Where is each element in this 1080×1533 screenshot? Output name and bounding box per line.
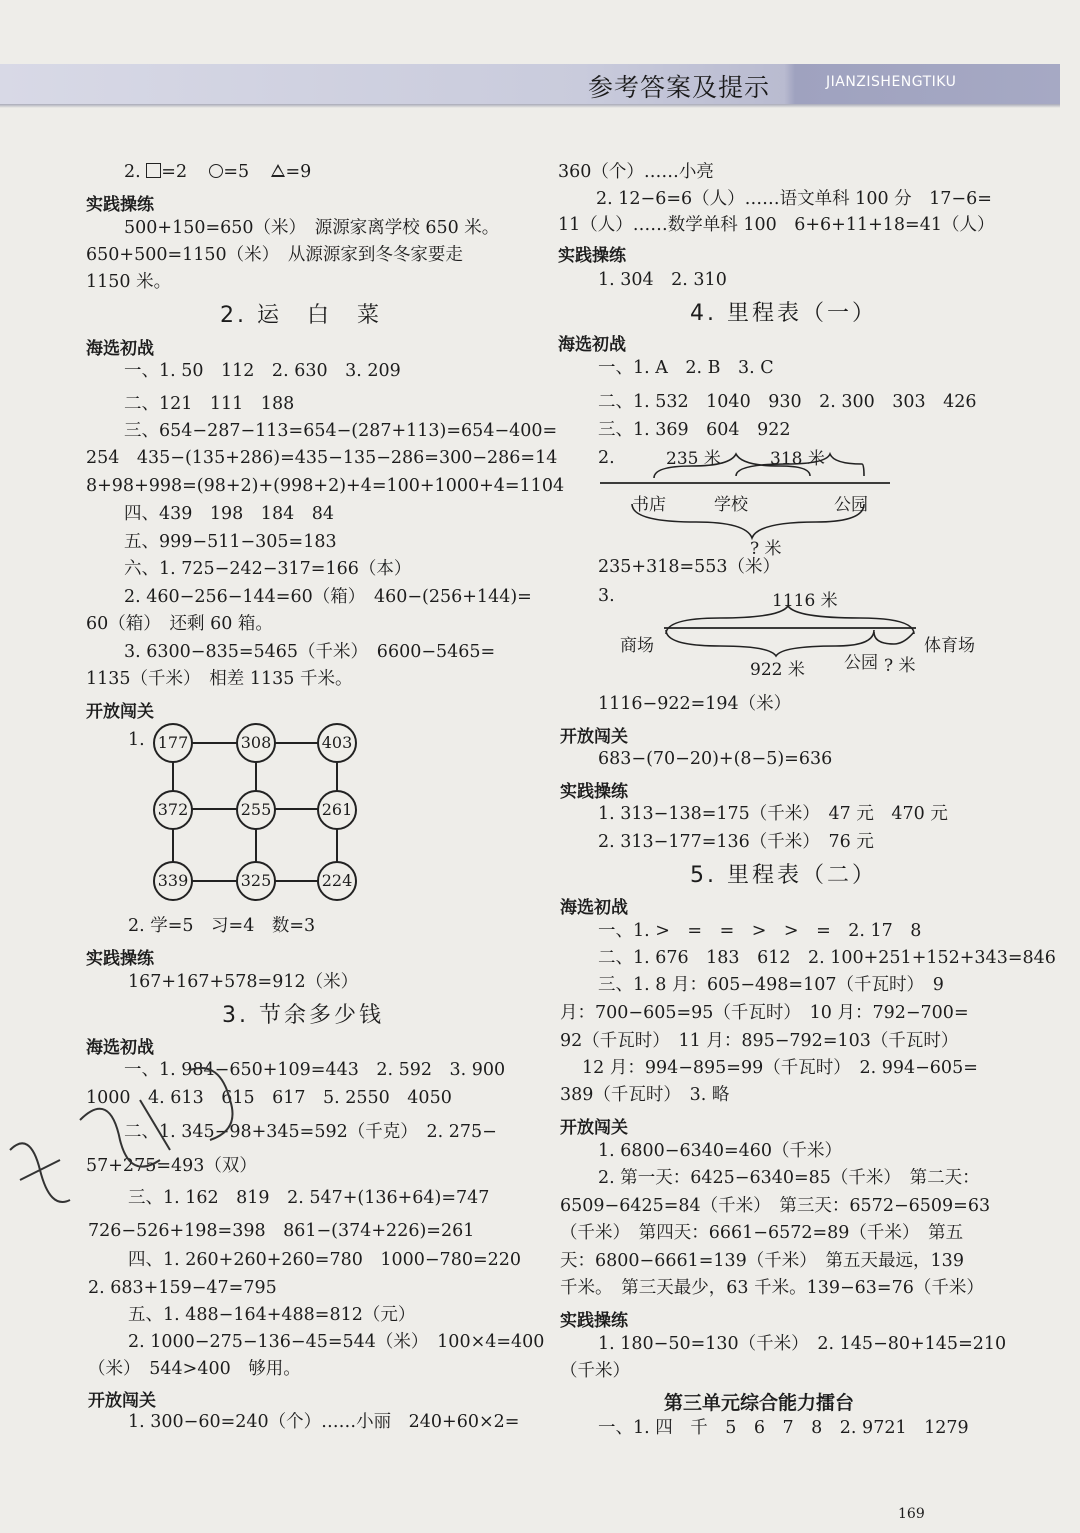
answer-line: 一、1. 50 112 2. 630 3. 209: [124, 361, 401, 381]
grid-node: 255: [236, 790, 276, 830]
circle-shape-icon: [209, 164, 223, 178]
answer-line: 57+275=493（双）: [86, 1156, 257, 1176]
label-distance: 235 米: [666, 449, 721, 469]
answer-line: 1. 304 2. 310: [598, 270, 727, 290]
grid-label: 1.: [128, 730, 145, 750]
answer-line: 167+167+578=912（米）: [128, 972, 359, 992]
answer-line: 二、121 111 188: [124, 394, 295, 414]
answer-line: 11（人）……数学单科 100 6+6+11+18=41（人）: [558, 215, 995, 235]
section-heading: 海选初战: [558, 335, 626, 355]
answer-line: 500+150=650（米） 源源家离学校 650 米。: [124, 218, 500, 238]
answer-line: 一、1. 984−650+109=443 2. 592 3. 900: [124, 1060, 506, 1080]
section-heading: 实践操练: [86, 195, 154, 215]
unit-review-title: 第三单元综合能力擂台: [664, 1392, 855, 1414]
answer-line: 2. 1000−275−136−45=544（米） 100×4=400: [128, 1332, 545, 1352]
answer-line: 1000 4. 613 615 617 5. 2550 4050: [86, 1088, 452, 1108]
answer-line: 月：700−605=95（千瓦时） 10 月：792−700=: [560, 1003, 969, 1023]
answer-line: 2. 学=5 习=4 数=3: [128, 916, 316, 936]
answer-line: 三、1. 162 819 2. 547+(136+64)=747: [128, 1188, 490, 1208]
label-distance: 922 米: [750, 660, 805, 680]
grid-node: 339: [153, 861, 193, 901]
label-unknown: ? 米: [884, 656, 916, 676]
answer-line: 五、1. 488−164+488=812（元）: [128, 1305, 416, 1325]
grid-node: 325: [236, 861, 276, 901]
answer-line: 2. 313−177=136（千米） 76 元: [598, 832, 874, 852]
answer-line: 12 月：994−895=99（千瓦时） 2. 994−605=: [582, 1058, 978, 1078]
answer-line: 2. 12−6=6（人）……语文单科 100 分 17−6=: [596, 189, 992, 209]
answer-line: 一、1. 四 千 5 6 7 8 2. 9721 1279: [598, 1418, 969, 1438]
square-shape-icon: [146, 163, 161, 178]
answer-line: 二、1. 345−98+345=592（千克） 2. 275−: [124, 1122, 497, 1142]
answer-line: 四、439 198 184 84: [124, 504, 334, 524]
answer-line: （千米） 第四天：6661−6572=89（千米） 第五: [560, 1223, 964, 1243]
answer-line: 1. 6800−6340=460（千米）: [598, 1141, 843, 1161]
section-heading: 开放闯关: [88, 1391, 156, 1411]
grid-node: 224: [317, 861, 357, 901]
answer-line: 683−(70−20)+(8−5)=636: [598, 749, 833, 769]
answer-line: 1150 米。: [86, 272, 172, 292]
answer-line: 三、654−287−113=654−(287+113)=654−400=: [124, 421, 558, 441]
answer-line: 1135（千米） 相差 1135 千米。: [86, 669, 353, 689]
lesson-title: 5. 里程表（二）: [690, 863, 877, 888]
header-shadow: [0, 104, 1060, 108]
answer-line: 六、1. 725−242−317=166（本）: [124, 559, 412, 579]
label-distance: 1116 米: [772, 591, 838, 611]
label-place: 公园: [844, 653, 878, 673]
answer-line: 2. 460−256−144=60（箱） 460−(256+144)=: [124, 587, 532, 607]
answer-line: 三、1. 8 月：605−498=107（千瓦时） 9: [598, 975, 944, 995]
lesson-title: 3. 节余多少钱: [222, 1003, 384, 1028]
label-place: 体育场: [924, 636, 975, 656]
section-heading: 实践操练: [560, 1311, 628, 1331]
answer-line: 60（箱） 还剩 60 箱。: [86, 614, 273, 634]
grid-node: 308: [236, 723, 276, 763]
section-heading: 实践操练: [558, 246, 626, 266]
answer-line: 1116−922=194（米）: [598, 694, 792, 714]
answer-line: 一、1. > = = > > = 2. 17 8: [598, 921, 922, 941]
brace-small: [874, 632, 914, 644]
section-heading: 海选初战: [86, 1038, 154, 1058]
answer-line: 千米。 第三天最少，63 千米。139−63=76（千米）: [560, 1278, 984, 1298]
grid-node: 403: [317, 723, 357, 763]
section-heading: 开放闯关: [560, 1118, 628, 1138]
section-heading: 开放闯关: [560, 727, 628, 747]
answer-line: 3.: [598, 586, 615, 606]
header-subtitle: JIANZISHENGTIKU: [826, 74, 957, 90]
answer-line: 五、999−511−305=183: [124, 532, 337, 552]
answer-line: （千米）: [560, 1361, 630, 1381]
answer-line: 三、1. 369 604 922: [598, 420, 791, 440]
lesson-title: 4. 里程表（一）: [690, 301, 877, 326]
grid-node: 177: [153, 723, 193, 763]
answer-line: 6509−6425=84（千米） 第三天：6572−6509=63: [560, 1196, 991, 1216]
answer-line: 1. 180−50=130（千米） 2. 145−80+145=210: [598, 1334, 1007, 1354]
triangle-shape-icon: [271, 164, 285, 177]
header-title: 参考答案及提示: [588, 73, 771, 102]
answer-line: 254 435−(135+286)=435−135−286=300−286=14: [86, 448, 558, 468]
label-place: 学校: [714, 495, 748, 515]
answer-line: 2. 683+159−47=795: [88, 1278, 277, 1298]
answer-line: 2. 第一天：6425−6340=85（千米） 第二天：: [598, 1168, 980, 1188]
answer-line: 二、1. 676 183 612 2. 100+251+152+343=846: [598, 948, 1056, 968]
answer-line: 1. 300−60=240（个）……小丽 240+60×2=: [128, 1412, 520, 1432]
section-heading: 实践操练: [560, 782, 628, 802]
answer-line: 389（千瓦时） 3. 略: [560, 1085, 730, 1105]
brace-bottom: [666, 630, 874, 656]
label-distance: 318 米: [770, 449, 825, 469]
section-heading: 海选初战: [560, 898, 628, 918]
lesson-title: 2. 运 白 菜: [220, 303, 382, 328]
answer-line: 235+318=553（米）: [598, 557, 781, 577]
section-heading: 开放闯关: [86, 702, 154, 722]
answer-line: 二、1. 532 1040 930 2. 300 303 426: [598, 392, 977, 412]
answer-line: 2.: [598, 448, 615, 468]
label-place: 公园: [834, 495, 868, 515]
top-item: 2. =2 =5 =9: [124, 162, 312, 182]
answer-line: 360（个）……小亮: [558, 162, 714, 182]
grid-node: 261: [317, 790, 357, 830]
answer-line: 92（千瓦时） 11 月：895−792=103（千瓦时）: [560, 1031, 959, 1051]
section-heading: 实践操练: [86, 949, 154, 969]
brace-bottom: [632, 504, 864, 538]
section-heading: 海选初战: [86, 339, 154, 359]
answer-line: 650+500=1150（米） 从源源家到冬冬家要走: [86, 245, 463, 265]
handwriting-scribble: [0, 1030, 260, 1220]
answer-line: 一、1. A 2. B 3. C: [598, 358, 774, 378]
answer-line: 726−526+198=398 861−(374+226)=261: [88, 1221, 475, 1241]
answer-line: 1. 313−138=175（千米） 47 元 470 元: [598, 804, 948, 824]
page-number: 169: [898, 1506, 925, 1522]
label-unknown: ? 米: [750, 539, 782, 559]
label-place: 书店: [632, 495, 666, 515]
answer-line: 8+98+998=(98+2)+(998+2)+4=100+1000+4=1104: [86, 476, 565, 496]
answer-line: 天：6800−6661=139（千米） 第五天最远，139: [560, 1251, 964, 1271]
label-place: 商场: [620, 636, 654, 656]
answer-line: （米） 544>400 够用。: [88, 1359, 301, 1379]
grid-node: 372: [153, 790, 193, 830]
answer-line: 3. 6300−835=5465（千米） 6600−5465=: [124, 642, 496, 662]
answer-line: 四、1. 260+260+260=780 1000−780=220: [128, 1250, 522, 1270]
